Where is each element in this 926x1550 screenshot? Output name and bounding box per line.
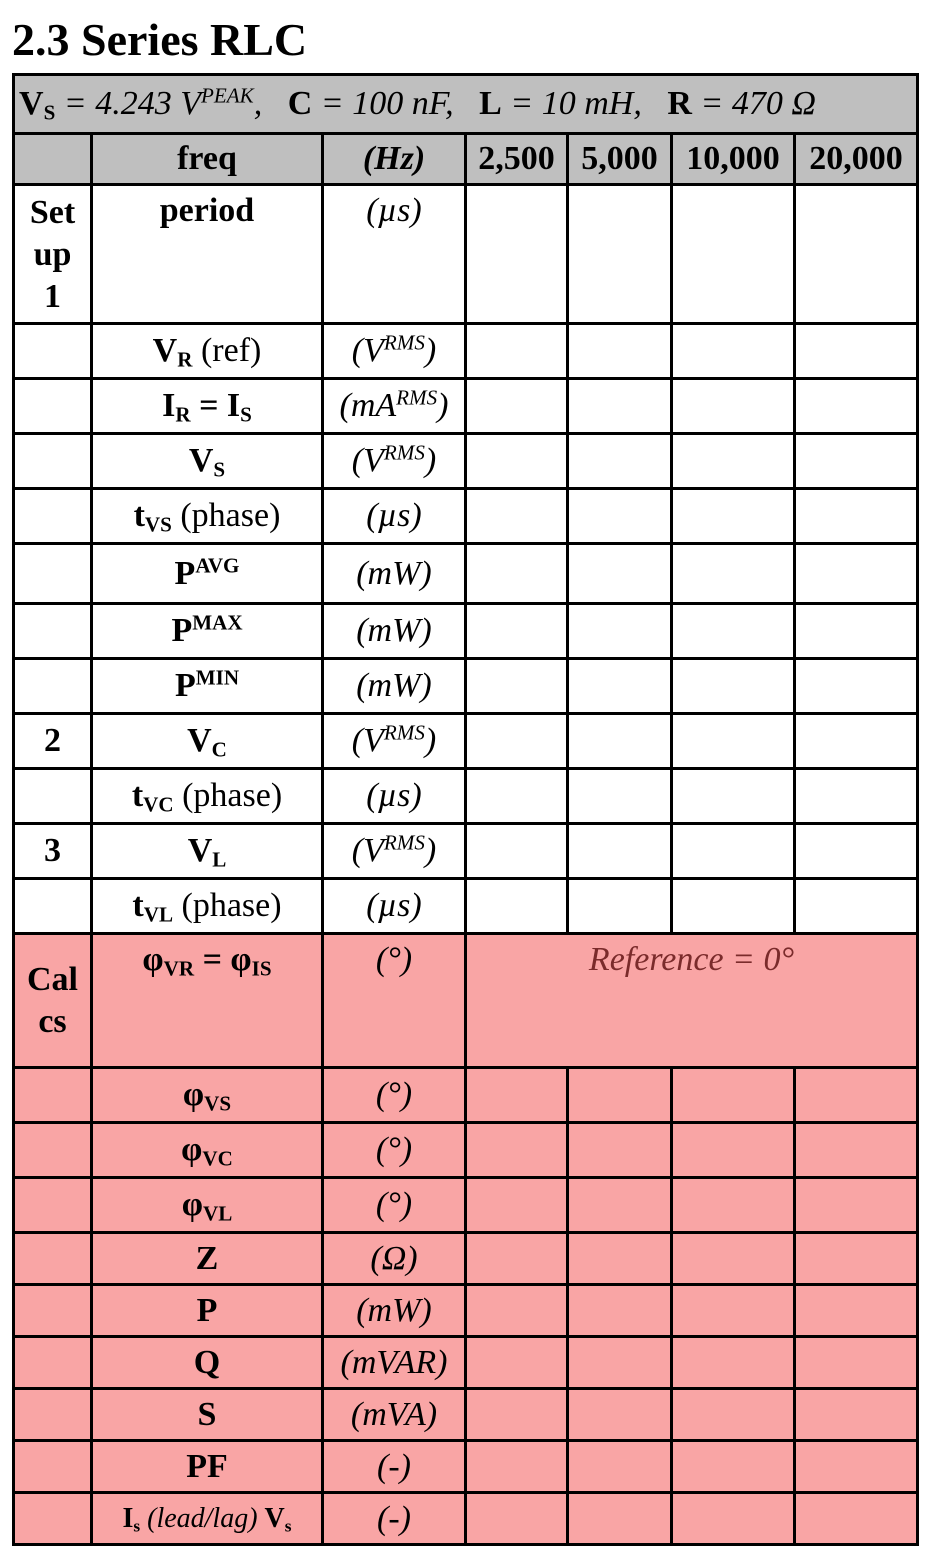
- input-cell[interactable]: [795, 824, 918, 879]
- input-cell[interactable]: [466, 185, 568, 324]
- input-cell[interactable]: [672, 824, 795, 879]
- s-unit: (mVA): [323, 1389, 466, 1441]
- header-freq: freq: [92, 134, 323, 185]
- input-cell[interactable]: [795, 1389, 918, 1441]
- input-cell[interactable]: [672, 1389, 795, 1441]
- input-cell[interactable]: [568, 544, 672, 604]
- vc-unit: $(V^{RMS})$: [323, 714, 466, 769]
- reference-note: Reference = 0°: [466, 934, 918, 1068]
- period-label: period: [92, 185, 323, 324]
- tvc-label: $t_{VC}$ (phase): [92, 769, 323, 824]
- header-blank: [14, 134, 92, 185]
- input-cell[interactable]: [672, 879, 795, 934]
- table-row: [14, 1441, 918, 1493]
- input-cell[interactable]: [795, 1178, 918, 1233]
- pmax-unit: (mW): [323, 604, 466, 659]
- phivs-unit: (°): [323, 1068, 466, 1123]
- row-label-blank: [14, 879, 92, 934]
- period-unit: (µs): [323, 185, 466, 324]
- input-cell[interactable]: [795, 1123, 918, 1178]
- pmin-label: $P^{MIN}$: [92, 659, 323, 714]
- input-cell[interactable]: [795, 879, 918, 934]
- phivr-unit: (°): [323, 934, 466, 1068]
- is-lead-lag-unit: (-): [323, 1493, 466, 1545]
- input-cell[interactable]: [568, 489, 672, 544]
- tvl-label: $t_{VL}$ (phase): [92, 879, 323, 934]
- input-cell[interactable]: [672, 434, 795, 489]
- table-row: [14, 714, 918, 769]
- input-cell[interactable]: [568, 824, 672, 879]
- table-row: [14, 879, 918, 934]
- vc-label: $V_C$: [92, 714, 323, 769]
- table-row: [14, 324, 918, 379]
- input-cell[interactable]: [466, 544, 568, 604]
- input-cell[interactable]: [672, 1233, 795, 1285]
- circuit-parameters: $V_S = 4.243$ $V^{PEAK}$, C = 100 nF, L = 10 mH, R = 470 Ω: [14, 75, 918, 134]
- input-cell[interactable]: [795, 604, 918, 659]
- row-label-blank: [14, 324, 92, 379]
- input-cell[interactable]: [672, 1493, 795, 1545]
- phivc-label: $\varphi_{VC}$: [92, 1123, 323, 1178]
- input-cell[interactable]: [466, 1233, 568, 1285]
- row-label-blank: [14, 1123, 92, 1178]
- input-cell[interactable]: [568, 1068, 672, 1123]
- phivl-label: $\varphi_{VL}$: [92, 1178, 323, 1233]
- row-label-blank: [14, 1285, 92, 1337]
- setup-3-label: 3: [14, 824, 92, 879]
- table-row: [14, 1068, 918, 1123]
- pmax-label: $P^{MAX}$: [92, 604, 323, 659]
- input-cell[interactable]: [795, 379, 918, 434]
- row-label-blank: [14, 1389, 92, 1441]
- input-cell[interactable]: [466, 659, 568, 714]
- table-row: [14, 604, 918, 659]
- input-cell[interactable]: [568, 324, 672, 379]
- ir-label: $I_R = I_S$: [92, 379, 323, 434]
- p-label: P: [92, 1285, 323, 1337]
- tvc-unit: (µs): [323, 769, 466, 824]
- input-cell[interactable]: [795, 1441, 918, 1493]
- table-row: [14, 824, 918, 879]
- q-unit: (mVAR): [323, 1337, 466, 1389]
- input-cell[interactable]: [795, 769, 918, 824]
- setup-1-label: Set up 1: [14, 185, 92, 324]
- input-cell[interactable]: [672, 1337, 795, 1389]
- input-cell[interactable]: [466, 604, 568, 659]
- table-row: [14, 769, 918, 824]
- tvl-unit: (µs): [323, 879, 466, 934]
- table-row: [14, 544, 918, 604]
- table-row: [14, 1337, 918, 1389]
- input-cell[interactable]: [568, 1285, 672, 1337]
- header-unit: (Hz): [323, 134, 466, 185]
- tvs-label: $t_{VS}$ (phase): [92, 489, 323, 544]
- pavg-label: $P^{AVG}$: [92, 544, 323, 604]
- vs-label: $V_S$: [92, 434, 323, 489]
- table-row: [14, 659, 918, 714]
- input-cell[interactable]: [568, 714, 672, 769]
- vr-unit: $(V^{RMS})$: [323, 324, 466, 379]
- input-cell[interactable]: [795, 1233, 918, 1285]
- input-cell[interactable]: [466, 1123, 568, 1178]
- row-label-blank: [14, 1441, 92, 1493]
- input-cell[interactable]: [568, 434, 672, 489]
- table-row: [14, 185, 918, 324]
- page-title: 2.3 Series RLC: [12, 14, 308, 65]
- input-cell[interactable]: [466, 1493, 568, 1545]
- table-row: [14, 1389, 918, 1441]
- input-cell[interactable]: [672, 185, 795, 324]
- table-row: [14, 434, 918, 489]
- table-row: [14, 934, 918, 1068]
- calcs-label: Cal cs: [14, 934, 92, 1068]
- input-cell[interactable]: [466, 379, 568, 434]
- input-cell[interactable]: [672, 769, 795, 824]
- input-cell[interactable]: [568, 604, 672, 659]
- vr-label: $V_R$ (ref): [92, 324, 323, 379]
- input-cell[interactable]: [466, 324, 568, 379]
- rlc-data-table: [12, 73, 919, 1546]
- input-cell[interactable]: [672, 379, 795, 434]
- input-cell[interactable]: [672, 544, 795, 604]
- s-label: S: [92, 1389, 323, 1441]
- is-lead-lag-label: $I_s$ (lead/lag) $V_s$: [92, 1493, 323, 1545]
- input-cell[interactable]: [466, 1285, 568, 1337]
- setup-2-label: 2: [14, 714, 92, 769]
- tvs-unit: (µs): [323, 489, 466, 544]
- input-cell[interactable]: [568, 185, 672, 324]
- input-cell[interactable]: [568, 1123, 672, 1178]
- table-row: [14, 1178, 918, 1233]
- row-label-blank: [14, 769, 92, 824]
- input-cell[interactable]: [672, 1285, 795, 1337]
- q-label: Q: [92, 1337, 323, 1389]
- row-label-blank: [14, 1493, 92, 1545]
- row-label-blank: [14, 1068, 92, 1123]
- input-cell[interactable]: [672, 1123, 795, 1178]
- input-cell[interactable]: [568, 1493, 672, 1545]
- input-cell[interactable]: [672, 659, 795, 714]
- p-unit: (mW): [323, 1285, 466, 1337]
- phivs-label: $\varphi_{VS}$: [92, 1068, 323, 1123]
- freq-5000: 5,000: [568, 134, 672, 185]
- row-label-blank: [14, 544, 92, 604]
- phivc-unit: (°): [323, 1123, 466, 1178]
- input-cell[interactable]: [795, 714, 918, 769]
- input-cell[interactable]: [672, 1178, 795, 1233]
- input-cell[interactable]: [466, 1389, 568, 1441]
- row-label-blank: [14, 434, 92, 489]
- input-cell[interactable]: [795, 1068, 918, 1123]
- input-cell[interactable]: [795, 544, 918, 604]
- input-cell[interactable]: [466, 1441, 568, 1493]
- freq-2500: 2,500: [466, 134, 568, 185]
- input-cell[interactable]: [672, 324, 795, 379]
- row-label-blank: [14, 489, 92, 544]
- input-cell[interactable]: [568, 1233, 672, 1285]
- input-cell[interactable]: [672, 1068, 795, 1123]
- table-row: [14, 1285, 918, 1337]
- pmin-unit: (mW): [323, 659, 466, 714]
- input-cell[interactable]: [466, 824, 568, 879]
- input-cell[interactable]: [795, 434, 918, 489]
- input-cell[interactable]: [672, 604, 795, 659]
- input-cell[interactable]: [672, 1441, 795, 1493]
- input-cell[interactable]: [795, 489, 918, 544]
- row-label-blank: [14, 604, 92, 659]
- freq-10000: 10,000: [672, 134, 795, 185]
- input-cell[interactable]: [568, 1389, 672, 1441]
- table-row: [14, 1123, 918, 1178]
- input-cell[interactable]: [672, 714, 795, 769]
- input-cell[interactable]: [466, 434, 568, 489]
- phivl-unit: (°): [323, 1178, 466, 1233]
- input-cell[interactable]: [568, 879, 672, 934]
- input-cell[interactable]: [466, 1068, 568, 1123]
- table-row: [14, 489, 918, 544]
- input-cell[interactable]: [795, 1337, 918, 1389]
- input-cell[interactable]: [568, 769, 672, 824]
- vl-label: $V_L$: [92, 824, 323, 879]
- z-label: Z: [92, 1233, 323, 1285]
- input-cell[interactable]: [466, 1178, 568, 1233]
- input-cell[interactable]: [568, 1178, 672, 1233]
- input-cell[interactable]: [795, 185, 918, 324]
- table-row: [14, 1493, 918, 1545]
- input-cell[interactable]: [466, 769, 568, 824]
- input-cell[interactable]: [466, 1337, 568, 1389]
- input-cell[interactable]: [568, 1337, 672, 1389]
- ir-unit: $(mA^{RMS})$: [323, 379, 466, 434]
- input-cell[interactable]: [568, 1441, 672, 1493]
- input-cell[interactable]: [466, 879, 568, 934]
- vl-unit: $(V^{RMS})$: [323, 824, 466, 879]
- input-cell[interactable]: [795, 1285, 918, 1337]
- phivr-label: $\varphi_{VR} = \varphi_{IS}$: [92, 934, 323, 1068]
- input-cell[interactable]: [795, 659, 918, 714]
- pf-label: PF: [92, 1441, 323, 1493]
- input-cell[interactable]: [568, 379, 672, 434]
- input-cell[interactable]: [466, 714, 568, 769]
- input-cell[interactable]: [466, 489, 568, 544]
- z-unit: (Ω): [323, 1233, 466, 1285]
- row-label-blank: [14, 659, 92, 714]
- row-label-blank: [14, 1233, 92, 1285]
- table-row: [14, 379, 918, 434]
- row-label-blank: [14, 1178, 92, 1233]
- input-cell[interactable]: [568, 659, 672, 714]
- pavg-unit: (mW): [323, 544, 466, 604]
- header-row: [14, 134, 918, 185]
- row-label-blank: [14, 1337, 92, 1389]
- table-row: [14, 1233, 918, 1285]
- vs-unit: $(V^{RMS})$: [323, 434, 466, 489]
- freq-20000: 20,000: [795, 134, 918, 185]
- input-cell[interactable]: [795, 1493, 918, 1545]
- input-cell[interactable]: [672, 489, 795, 544]
- row-label-blank: [14, 379, 92, 434]
- pf-unit: (-): [323, 1441, 466, 1493]
- input-cell[interactable]: [795, 324, 918, 379]
